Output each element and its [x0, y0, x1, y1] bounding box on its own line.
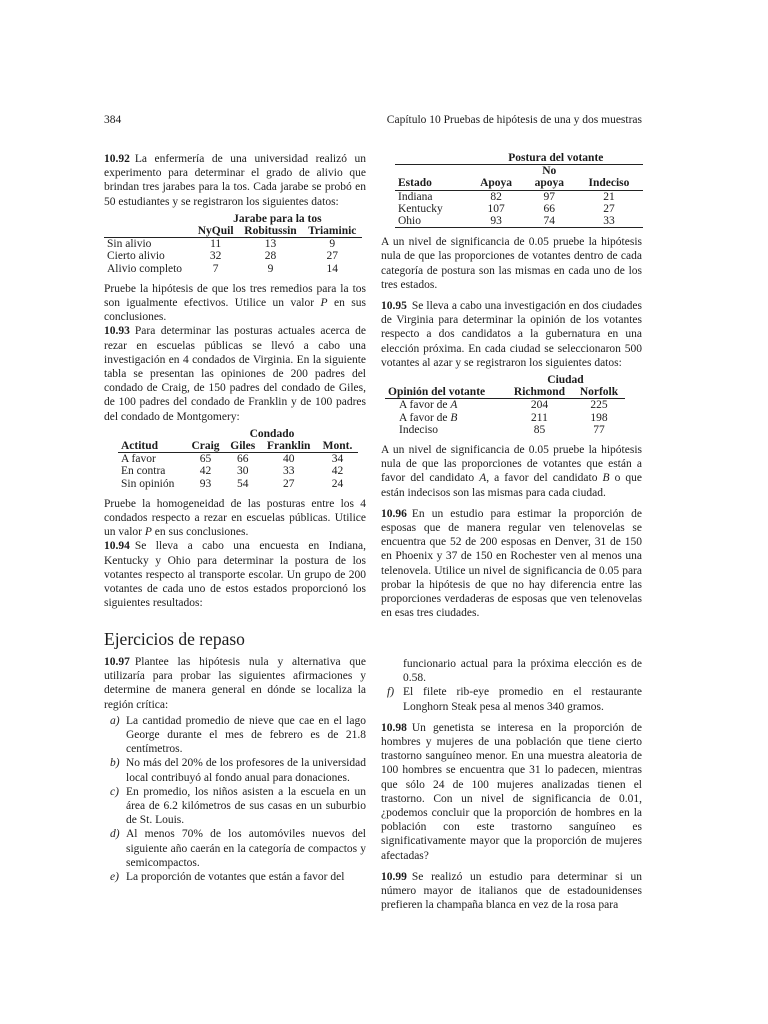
claims-list [104, 714, 366, 884]
table-cell: 13 [264, 238, 277, 251]
exercise-text: Se realizó un estudio para determinar si un número mayor de italianos que de estadounidenses prefieren la champaña blanca en vez de la rosa para [381, 870, 642, 912]
table-cell: 32 [209, 250, 222, 263]
column-header: NyQuil [193, 225, 239, 238]
item-marker: d) [110, 828, 120, 841]
item-marker: b) [110, 757, 120, 770]
exercise-10-97 [104, 655, 366, 712]
table-cell: 14 [326, 262, 338, 275]
exercise-10-94 [104, 539, 366, 610]
text: , a favor del candidato [486, 472, 603, 485]
list-item [381, 657, 642, 685]
item-text: funcionario actual para la próxima elección es de 0.58. [403, 658, 642, 685]
row-label: A favor [121, 453, 156, 466]
text: en sus conclusiones. [151, 526, 249, 539]
row-label: Sin alivio [107, 238, 152, 251]
table-row [395, 190, 643, 203]
item-text: No más del 20% de los profesores de la universidad local contribuyó al fondo anual para donaciones. [126, 757, 366, 784]
row-label: Alivio completo [107, 262, 183, 275]
page-header [104, 114, 642, 130]
county-table [104, 428, 366, 490]
column-header: No [542, 165, 557, 178]
table-row [385, 399, 625, 412]
row-header: Actitud [118, 440, 186, 453]
variable: P [320, 297, 328, 310]
table-row [395, 203, 643, 215]
table-cell: 28 [264, 250, 277, 263]
section-title: Ejercicios de repaso [104, 629, 245, 649]
city-table [381, 374, 642, 436]
table-cell: 85 [533, 423, 546, 436]
exercise-10-94-question: A un nivel de significancia de 0.05 pruebe la hipótesis nula de que las proporciones de votantes dentro de cada categoría de postura son las mismas en cada uno de los tres estados. [381, 236, 642, 291]
table-row [385, 412, 625, 424]
variable: P [144, 526, 152, 539]
exercise-text: Para determinar las posturas actuales acerca de rezar en escuelas públicas se llevó a cabo una investigación en 4 condados de Virginia. En la siguiente tabla se presentan las opiniones de 200 padres del condado de Craig, de 150 padres del condado de Giles, de 100 padres del condado de Franklin y de 100 padres del condado de Montgomery: [104, 325, 366, 423]
exercise-number: 10.93 [104, 325, 130, 338]
table-cell: 33 [282, 465, 295, 478]
text: Pruebe la homogeneidad de las posturas entre los 4 condados respecto a rezar en escuelas públicas. Utilice un valor [104, 497, 366, 539]
item-marker: a) [110, 714, 120, 727]
column-header: apoya [524, 177, 575, 190]
exercise-number: 10.95 [381, 300, 407, 313]
variable: B [450, 411, 458, 424]
column-header: Craig [186, 440, 225, 453]
table-cell: 204 [530, 399, 549, 412]
column-header: Norfolk [573, 386, 625, 399]
exercise-10-93-question [104, 497, 366, 540]
row-label [385, 412, 506, 424]
table-cell: 42 [199, 465, 212, 478]
table-row [118, 453, 358, 466]
exercise-10-95-question [381, 443, 642, 500]
text: A favor de [399, 411, 451, 424]
table-cell: 93 [199, 477, 212, 490]
row-label: Kentucky [398, 202, 443, 215]
exercise-text: Se lleva a cabo una encuesta en Indiana, Kentucky y Ohio para determinar la postura de los votantes respecto al transporte escolar. Un grupo de 200 votantes de cada uno de estos estados proporcionó los siguientes resultados: [104, 540, 366, 610]
table-cell: 7 [212, 262, 219, 275]
table-cell: 65 [199, 453, 212, 466]
list-item [104, 870, 366, 884]
list-item [104, 714, 366, 757]
row-header: Opinión del votante [385, 386, 506, 399]
column-header: Mont. [317, 440, 358, 453]
list-item [104, 756, 366, 784]
table-cell: 225 [590, 399, 608, 412]
list-item [381, 685, 642, 713]
column-header: Giles [225, 440, 260, 453]
review-left-column [104, 655, 366, 884]
table-cell: 211 [531, 411, 548, 424]
item-marker: f) [387, 686, 395, 699]
row-label: En contra [121, 465, 166, 478]
column-header: Triaminic [302, 225, 362, 238]
item-text: La cantidad promedio de nieve que cae en el lago George durante el mes de febrero es de 21.8 centímetros. [126, 714, 366, 756]
table-cell: 11 [210, 238, 222, 251]
list-item [104, 785, 366, 828]
table-row [104, 238, 362, 251]
table-caption: Ciudad [547, 374, 584, 387]
table-cell: 24 [331, 477, 344, 490]
exercise-text: Se lleva a cabo una investigación en dos ciudades de Virginia para determinar la opinión de los votantes respecto a dos candidatos a la gubernatura en una elección próxima. En cada ciudad se seleccionaron 500 votantes al azar y se registraron los siguientes datos: [381, 300, 642, 369]
table-row [104, 250, 362, 262]
exercise-number: 10.98 [381, 721, 407, 734]
table-cell: 30 [236, 465, 249, 478]
exercise-text: La enfermería de una universidad realizó un experimento para determinar el grado de alivio que brindan tres jarabes para la tos. Cada jarabe se probó en 50 estudiantes y se registraron los siguientes datos: [104, 153, 366, 208]
list-item [104, 827, 366, 870]
item-marker: e) [110, 871, 119, 884]
variable: A [479, 472, 487, 485]
row-header: Estado [395, 177, 469, 190]
table-cell: 66 [236, 453, 249, 466]
item-text: En promedio, los niños asisten a la escuela en un área de 6.2 kilómetros de sus casas en un suburbio de St. Louis. [126, 785, 366, 827]
row-label: Ohio [395, 215, 469, 228]
item-marker: c) [110, 785, 119, 798]
table-cell: 21 [603, 190, 615, 203]
row-label [385, 399, 506, 412]
exercise-10-92-question [104, 282, 366, 325]
column-header: Apoya [469, 177, 524, 190]
exercise-10-96 [381, 507, 642, 621]
exercise-number: 10.96 [381, 507, 407, 520]
column-header: Richmond [506, 386, 573, 399]
exercise-10-98 [381, 721, 642, 863]
left-column [104, 152, 366, 611]
exercise-text: Plantee las hipótesis nula y alternativa que utilizaría para probar las siguientes afirmaciones y determine de manera general en dónde se localiza la región crítica: [104, 656, 366, 711]
table-cell: 27 [603, 202, 615, 215]
right-column [381, 152, 642, 621]
table-cell: 77 [593, 423, 605, 436]
table-cell: 97 [543, 190, 556, 203]
item-text: Al menos 70% de los automóviles nuevos del siguiente año caerán en la categoría de compactos y semicompactos. [126, 828, 366, 869]
table-row [118, 478, 358, 490]
table-row [385, 424, 625, 436]
table-cell: 198 [590, 411, 608, 424]
table-cell: 82 [490, 190, 502, 203]
claims-list-continued [381, 657, 642, 714]
text: A un nivel de significancia de 0.05 pruebe la hipótesis nula de que las proporciones de votantes que están a favor del candidato [381, 444, 642, 485]
exercise-number: 10.99 [381, 870, 407, 883]
exercise-10-95 [381, 299, 642, 370]
text: A favor de [399, 399, 451, 412]
row-label [385, 424, 506, 436]
table-caption: Jarabe para la tos [233, 212, 322, 225]
review-right-column [381, 655, 642, 912]
table-cell: 42 [331, 465, 344, 478]
item-text: El filete rib-eye promedio en el restaurante Longhorn Steak pesa al menos 340 gramos. [403, 686, 642, 713]
table-cell: 66 [543, 202, 556, 215]
exercise-10-93 [104, 324, 366, 423]
table-caption: Condado [249, 427, 295, 440]
exercise-number: 10.92 [104, 153, 130, 165]
table-row [118, 465, 358, 477]
text: en sus conclusiones. [104, 297, 367, 324]
table-cell: 27 [282, 477, 295, 490]
column-header: Indeciso [575, 177, 643, 190]
exercise-number: 10.97 [104, 656, 130, 668]
voter-state-table [381, 152, 642, 228]
row-label: Sin opinión [121, 477, 175, 490]
table-cell: 33 [575, 215, 643, 228]
exercise-10-99 [381, 870, 642, 913]
column-header: Franklin [260, 440, 317, 453]
chapter-title: Capítulo 10 Pruebas de hipótesis de una y dos muestras [386, 114, 642, 126]
row-label: Indiana [398, 190, 433, 203]
table-cell: 40 [282, 453, 295, 466]
column-header: Robitussin [239, 225, 303, 238]
text: Pruebe la hipótesis de que los tres remedios para la tos son igualmente efectivos. Utilice un valor [104, 282, 366, 310]
variable: B [602, 472, 610, 485]
table-caption: Postura del votante [469, 152, 643, 165]
table-cell: 93 [469, 215, 524, 228]
table-cell: 74 [524, 215, 575, 228]
row-label: Cierto alivio [107, 250, 165, 263]
table-cell: 9 [267, 262, 274, 275]
table-cell: 34 [331, 453, 344, 466]
exercise-text: Un genetista se interesa en la proporción de hombres y mujeres de una población que tiene cierto trastorno sanguíneo menor. En una muestra aleatoria de 100 hombres se encuentra que 31 lo padecen, mientras que sólo 24 de 100 mujeres analizadas tienen el trastorno. Con un nivel de significancia de 0.01, ¿podemos concluir que la proporción de hombres en la población con este trastorno sanguíneo es significativamente mayor que la proporción de mujeres afectadas? [381, 721, 642, 862]
table-row [395, 215, 643, 228]
exercise-text: En un estudio para estimar la proporción de esposas que de manera regular ven telenovelas se encuentra que 52 de 200 esposas en Denver, 31 de 150 en Phoenix y 37 de 150 en Rochester ven al menos una telenovela. Utilice un nivel de significancia de 0.05 para probar la hipótesis de que no hay diferencia entre las proporciones verdaderas de esposas que ven telenovelas en esas tres ciudades. [381, 507, 642, 620]
table-cell: 9 [329, 238, 336, 251]
cough-syrup-table [104, 213, 366, 275]
item-text: La proporción de votantes que están a favor del [126, 871, 345, 884]
exercise-number: 10.94 [104, 540, 130, 553]
table-cell: 107 [487, 202, 505, 215]
text: Indeciso [399, 423, 438, 436]
page-number: 384 [104, 114, 122, 126]
text: o que están indecisos son las mismas para cada ciudad. [381, 472, 642, 499]
exercise-10-92 [104, 152, 366, 209]
table-cell: 27 [326, 250, 338, 263]
table-row [104, 263, 362, 275]
variable: A [450, 399, 458, 412]
table-cell: 54 [236, 477, 249, 490]
